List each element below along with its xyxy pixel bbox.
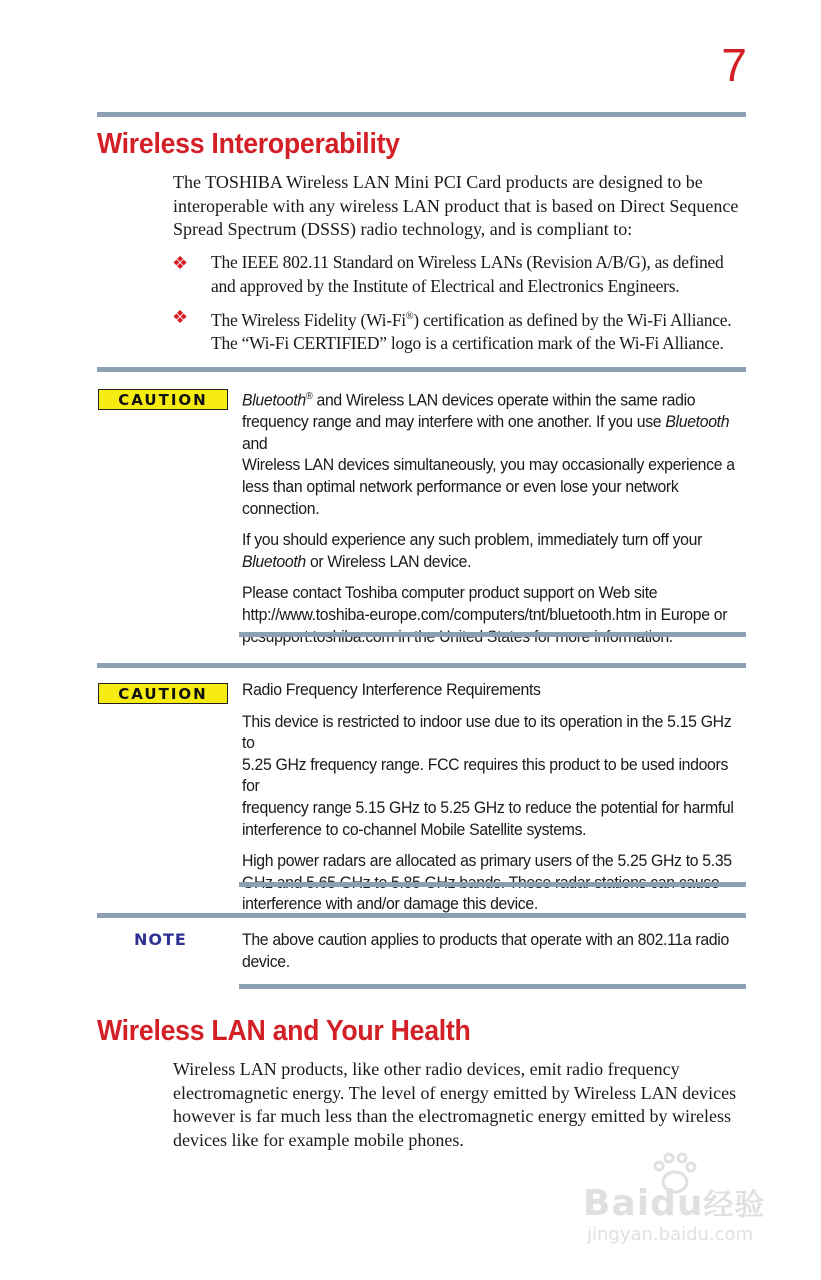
caution2-heading: Radio Frequency Interference Requirements: [242, 680, 541, 699]
note-badge: NOTE: [134, 930, 187, 949]
top-rule: [97, 112, 746, 117]
note-paragraph: The above caution applies to products that operate with an 802.11a radio device.: [242, 930, 729, 971]
bullet-line: The “Wi-Fi CERTIFIED” logo is a certification mark of the Wi-Fi Alliance.: [211, 333, 724, 354]
caution2-text: [242, 679, 744, 915]
caution1-text: [242, 386, 744, 647]
intro-line: The TOSHIBA Wireless LAN Mini PCI Card products are designed to be: [173, 172, 703, 192]
section-title-health: Wireless LAN and Your Health: [97, 1015, 471, 1047]
baidu-watermark: [583, 1152, 773, 1252]
health-line: electromagnetic energy. The level of energy emitted by Wireless LAN devices: [173, 1082, 737, 1103]
bullet-line: The Wireless Fidelity (Wi-Fi®) certification as defined by the Wi-Fi Alliance.: [211, 309, 732, 330]
watermark-brand: Baidu经验: [583, 1183, 766, 1224]
diamond-bullet-icon: ❖: [172, 253, 189, 274]
caution2-bottom-rule: [239, 882, 746, 887]
bullet-line: The IEEE 802.11 Standard on Wireless LANs (Revision A/B/G), as defined: [211, 252, 724, 272]
intro-line: interoperable with any wireless LAN product that is based on Direct Sequence: [173, 195, 739, 216]
page-number: 7: [721, 39, 747, 91]
section-title-interoperability: Wireless Interoperability: [97, 128, 400, 160]
health-line: devices like for example mobile phones.: [173, 1129, 464, 1150]
note-text: [242, 929, 744, 972]
note-top-rule: [97, 913, 746, 918]
caution1-paragraph-2: If you should experience any such problem, immediately turn off your Bluetooth or Wireless LAN device.: [242, 530, 703, 571]
bullet-ieee: [211, 251, 756, 298]
diamond-bullet-icon: ❖: [172, 307, 189, 328]
note-bottom-rule: [239, 984, 746, 989]
caution1-bottom-rule: [239, 632, 746, 637]
health-line: Wireless LAN products, like other radio devices, emit radio frequency: [173, 1059, 680, 1079]
caution1-top-rule: [97, 367, 746, 372]
bullet-wifi: [211, 305, 756, 356]
caution1-paragraph-3: Please contact Toshiba computer product support on Web site http://www.toshiba-europe.com/computers/tnt/bluetooth.htm in Europe or: [242, 583, 728, 624]
caution2-paragraph-1: This device is restricted to indoor use due to its operation in the 5.15 GHz to 5.25 GHz frequency range. FCC requires this product to be used indoors for frequency range 5.15 GHz to 5.25 GHz to reduce the potential for harmful interference to co-channel Mobile Satellite systems.: [242, 711, 734, 839]
caution-badge: CAUTION: [98, 389, 228, 410]
caution-badge: CAUTION: [98, 683, 228, 704]
health-paragraph: [173, 1058, 753, 1152]
watermark-url: jingyan.baidu.com: [587, 1224, 754, 1245]
interop-intro: [173, 171, 753, 242]
caution2-top-rule: [97, 663, 746, 668]
health-line: however is far much less than the electromagnetic energy emitted by wireless: [173, 1106, 731, 1126]
caution2-paragraph-2: High power radars are allocated as primary users of the 5.25 GHz to 5.35 interference with and/or damage this device.: [242, 851, 732, 914]
bullet-line: and approved by the Institute of Electrical and Electronics Engineers.: [211, 275, 680, 296]
intro-line: Spread Spectrum (DSSS) radio technology, and is compliant to:: [173, 219, 633, 239]
caution1-paragraph-1: Bluetooth® and Wireless LAN devices operate within the same radio frequency range and may interfere with one another. If you use Bluetooth and Wireless LAN devices simultaneously, you may occasionally experience a less than optimal network performance or even lose your network connection.: [242, 390, 735, 518]
